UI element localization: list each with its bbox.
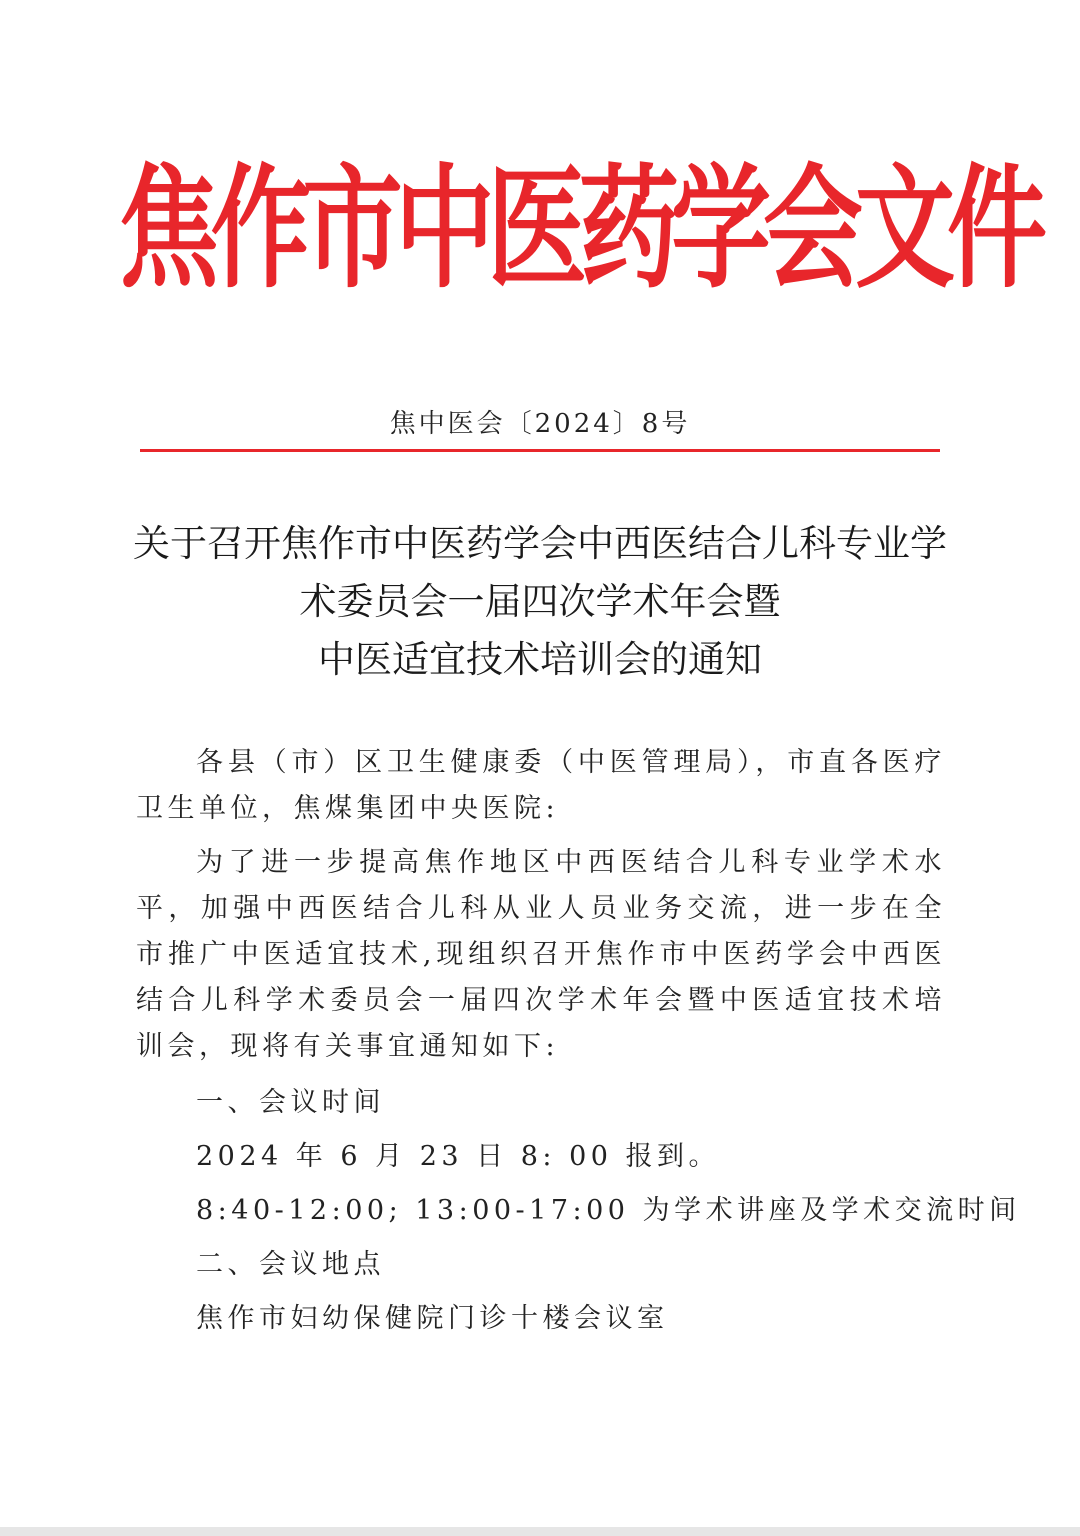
meeting-location: 焦作市妇幼保健院门诊十楼会议室 bbox=[196, 1303, 669, 1334]
page-bottom-edge bbox=[0, 1527, 1080, 1536]
document-number: 焦中医会〔2024〕8号 bbox=[389, 409, 691, 439]
notice-title-line-3: 中医适宜技术培训会的通知 bbox=[318, 638, 762, 681]
intro-paragraph: 为了进一步提高焦作地区中西医结合儿科专业学术水平，加强中西医结合儿科从业人员业务交流，进一步在全市推广中医适宜技术,现组织召开焦作市中医药学会中西医结合儿科学术委员会一届四次学术年会暨中医适宜技术培训会，现将有关事宜通知如下: bbox=[136, 847, 946, 1062]
masthead-title: 焦作市中医药学会文件 bbox=[118, 152, 1040, 307]
section-heading-location: 二、会议地点 bbox=[196, 1249, 385, 1280]
meeting-checkin-time: 2024 年 6 月 23 日 8: 00 报到。 bbox=[196, 1141, 721, 1172]
notice-title-line-1: 关于召开焦作市中医药学会中西医结合儿科专业学 bbox=[133, 522, 947, 565]
section-heading-time: 一、会议时间 bbox=[196, 1087, 385, 1118]
notice-body bbox=[136, 740, 1021, 1346]
notice-title bbox=[100, 515, 980, 689]
meeting-session-time: 8:40-12:00; 13:00-17:00 为学术讲座及学术交流时间 bbox=[196, 1195, 1021, 1226]
red-divider-line bbox=[140, 449, 940, 452]
notice-title-line-2: 术委员会一届四次学术年会暨 bbox=[299, 580, 781, 623]
addressee-paragraph: 各县（市）区卫生健康委（中医管理局），市直各医疗卫生单位，焦煤集团中央医院: bbox=[136, 747, 946, 824]
